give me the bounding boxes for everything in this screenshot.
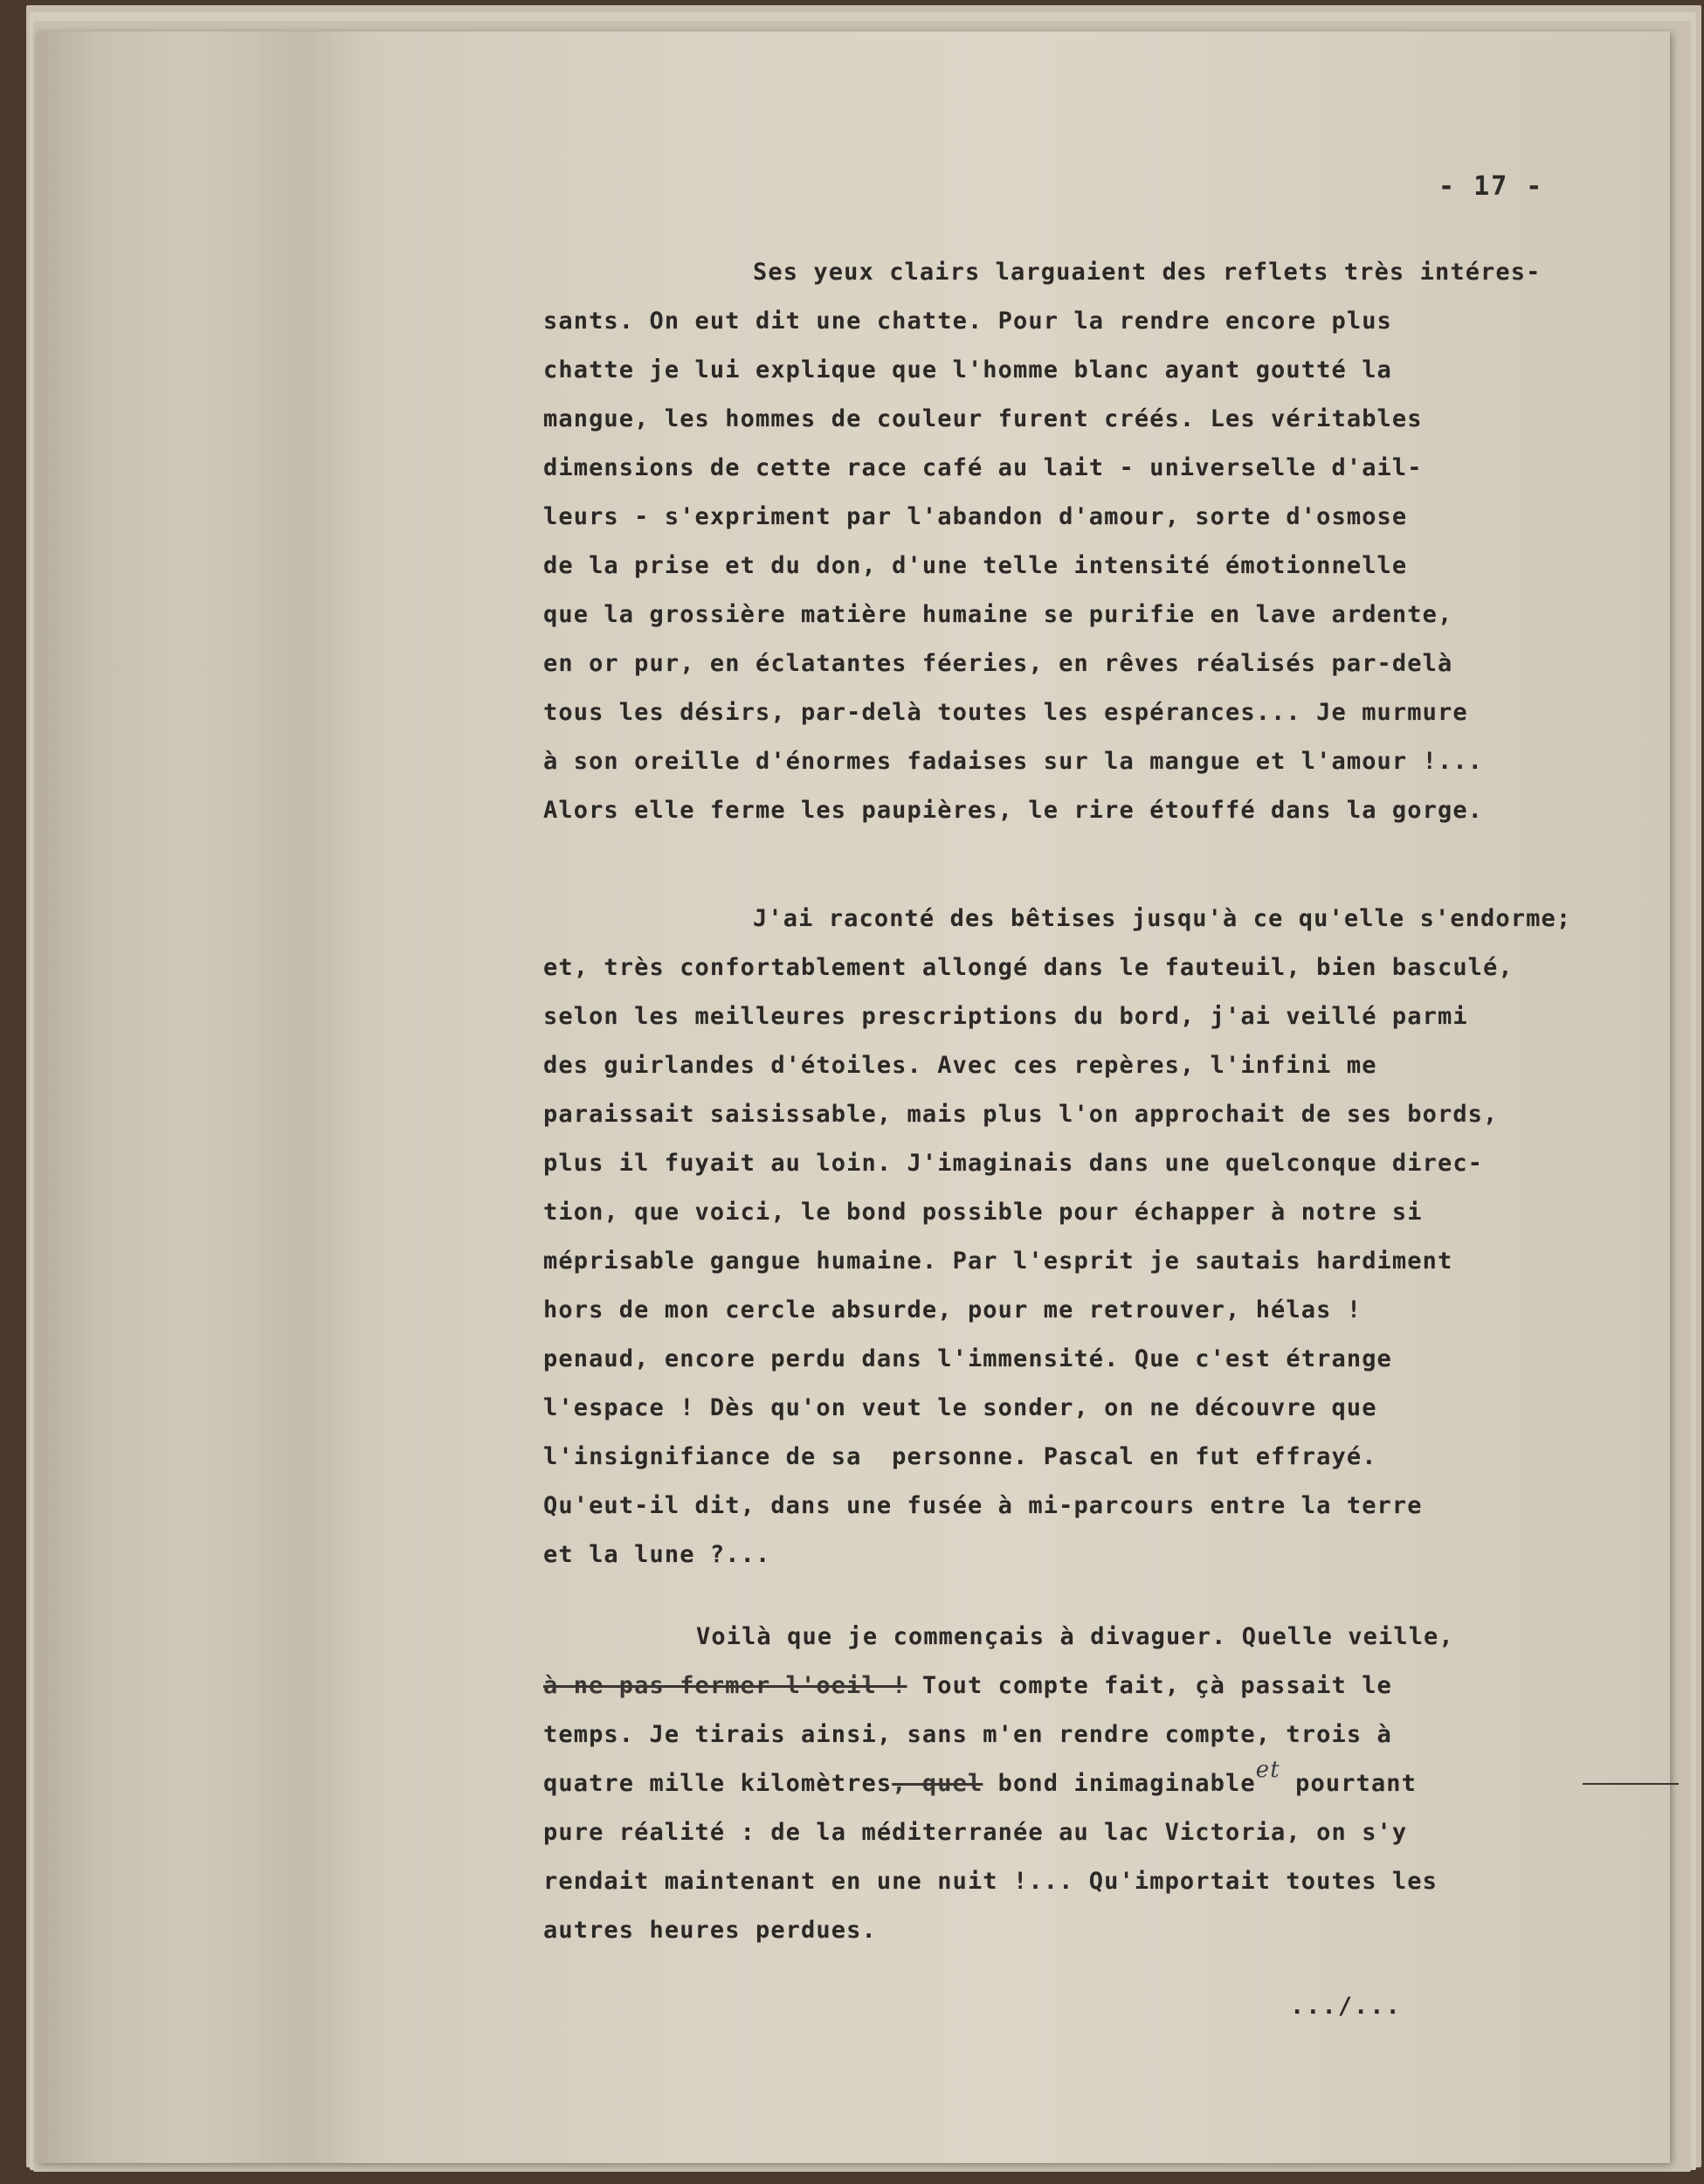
text-line: tous les désirs, par-delà toutes les espérances... Je murmure: [543, 699, 1468, 726]
text-line: mangue, les hommes de couleur furent créés. Les véritables: [543, 405, 1423, 432]
text-line: et la lune ?...: [543, 1541, 771, 1568]
text-line: l'espace ! Dès qu'on veut le sonder, on ne découvre que: [543, 1394, 1377, 1421]
text-line: paraissait saisissable, mais plus l'on approchait de ses bords,: [543, 1101, 1499, 1128]
text-fragment: quatre mille kilomètres: [543, 1770, 893, 1797]
text-line: l'insignifiance de sa personne. Pascal en fut effrayé.: [543, 1443, 1377, 1470]
paragraph-1: [543, 248, 1704, 835]
text-line: tion, que voici, le bond possible pour échapper à notre si: [543, 1199, 1423, 1226]
margin-rule: [1583, 1783, 1679, 1785]
paragraph-3: [543, 1613, 1704, 1955]
text-line: autres heures perdues.: [543, 1917, 877, 1944]
text-line: penaud, encore perdu dans l'immensité. Que c'est étrange: [543, 1345, 1392, 1372]
text-line: chatte je lui explique que l'homme blanc ayant goutté la: [543, 356, 1392, 384]
text-line: méprisable gangue humaine. Par l'esprit je sautais hardiment: [543, 1248, 1453, 1275]
text-line: Voilà que je commençais à divaguer. Quelle veille,: [696, 1623, 1454, 1650]
text-line: des guirlandes d'étoiles. Avec ces repères, l'infini me: [543, 1052, 1377, 1079]
text-line: J'ai raconté des bêtises jusqu'à ce qu'elle s'endorme;: [753, 905, 1572, 932]
text-line: que la grossière matière humaine se purifie en lave ardente,: [543, 601, 1453, 628]
text-line: plus il fuyait au loin. J'imaginais dans une quelconque direc-: [543, 1150, 1484, 1177]
struck-text: , quel: [892, 1770, 983, 1797]
text-line: [543, 1759, 1704, 1808]
paragraph-2: [543, 895, 1704, 1579]
text-line: Alors elle ferme les paupières, le rire étouffé dans la gorge.: [543, 797, 1484, 824]
text-line: Qu'eut-il dit, dans une fusée à mi-parcours entre la terre: [543, 1492, 1423, 1519]
text-line: à son oreille d'énormes fadaises sur la mangue et l'amour !...: [543, 748, 1484, 775]
text-line: et, très confortablement allongé dans le fauteuil, bien basculé,: [543, 954, 1514, 981]
text-line: de la prise et du don, d'une telle intensité émotionnelle: [543, 552, 1408, 579]
text-line: en or pur, en éclatantes féeries, en rêves réalisés par-delà: [543, 650, 1453, 677]
text-fragment: bond inimaginable: [983, 1770, 1256, 1797]
text-line: dimensions de cette race café au lait - universelle d'ail-: [543, 454, 1423, 481]
page-number: - 17 -: [1438, 171, 1544, 202]
text-line: pure réalité : de la méditerranée au lac Victoria, on s'y: [543, 1819, 1408, 1846]
text-line: rendait maintenant en une nuit !... Qu'importait toutes les: [543, 1868, 1438, 1895]
text-line: hors de mon cercle absurde, pour me retrouver, hélas !: [543, 1296, 1363, 1324]
text-line: temps. Je tirais ainsi, sans m'en rendre compte, trois à: [543, 1721, 1392, 1748]
text-line: [543, 1662, 1704, 1711]
text-fragment: Tout compte fait, çà passait le: [907, 1672, 1392, 1699]
handwritten-insertion: et: [1255, 1757, 1280, 1783]
continuation-mark: .../...: [1290, 1993, 1402, 2020]
text-line: leurs - s'expriment par l'abandon d'amour, sorte d'osmose: [543, 503, 1408, 530]
text-line: selon les meilleures prescriptions du bord, j'ai veillé parmi: [543, 1003, 1468, 1030]
text-line: Ses yeux clairs larguaient des reflets très intéres-: [753, 259, 1542, 286]
text-fragment: pourtant: [1280, 1770, 1417, 1797]
typewritten-page: [37, 31, 1670, 2163]
text-line: sants. On eut dit une chatte. Pour la rendre encore plus: [543, 308, 1392, 335]
struck-text: à ne pas fermer l'oeil !: [543, 1672, 907, 1699]
